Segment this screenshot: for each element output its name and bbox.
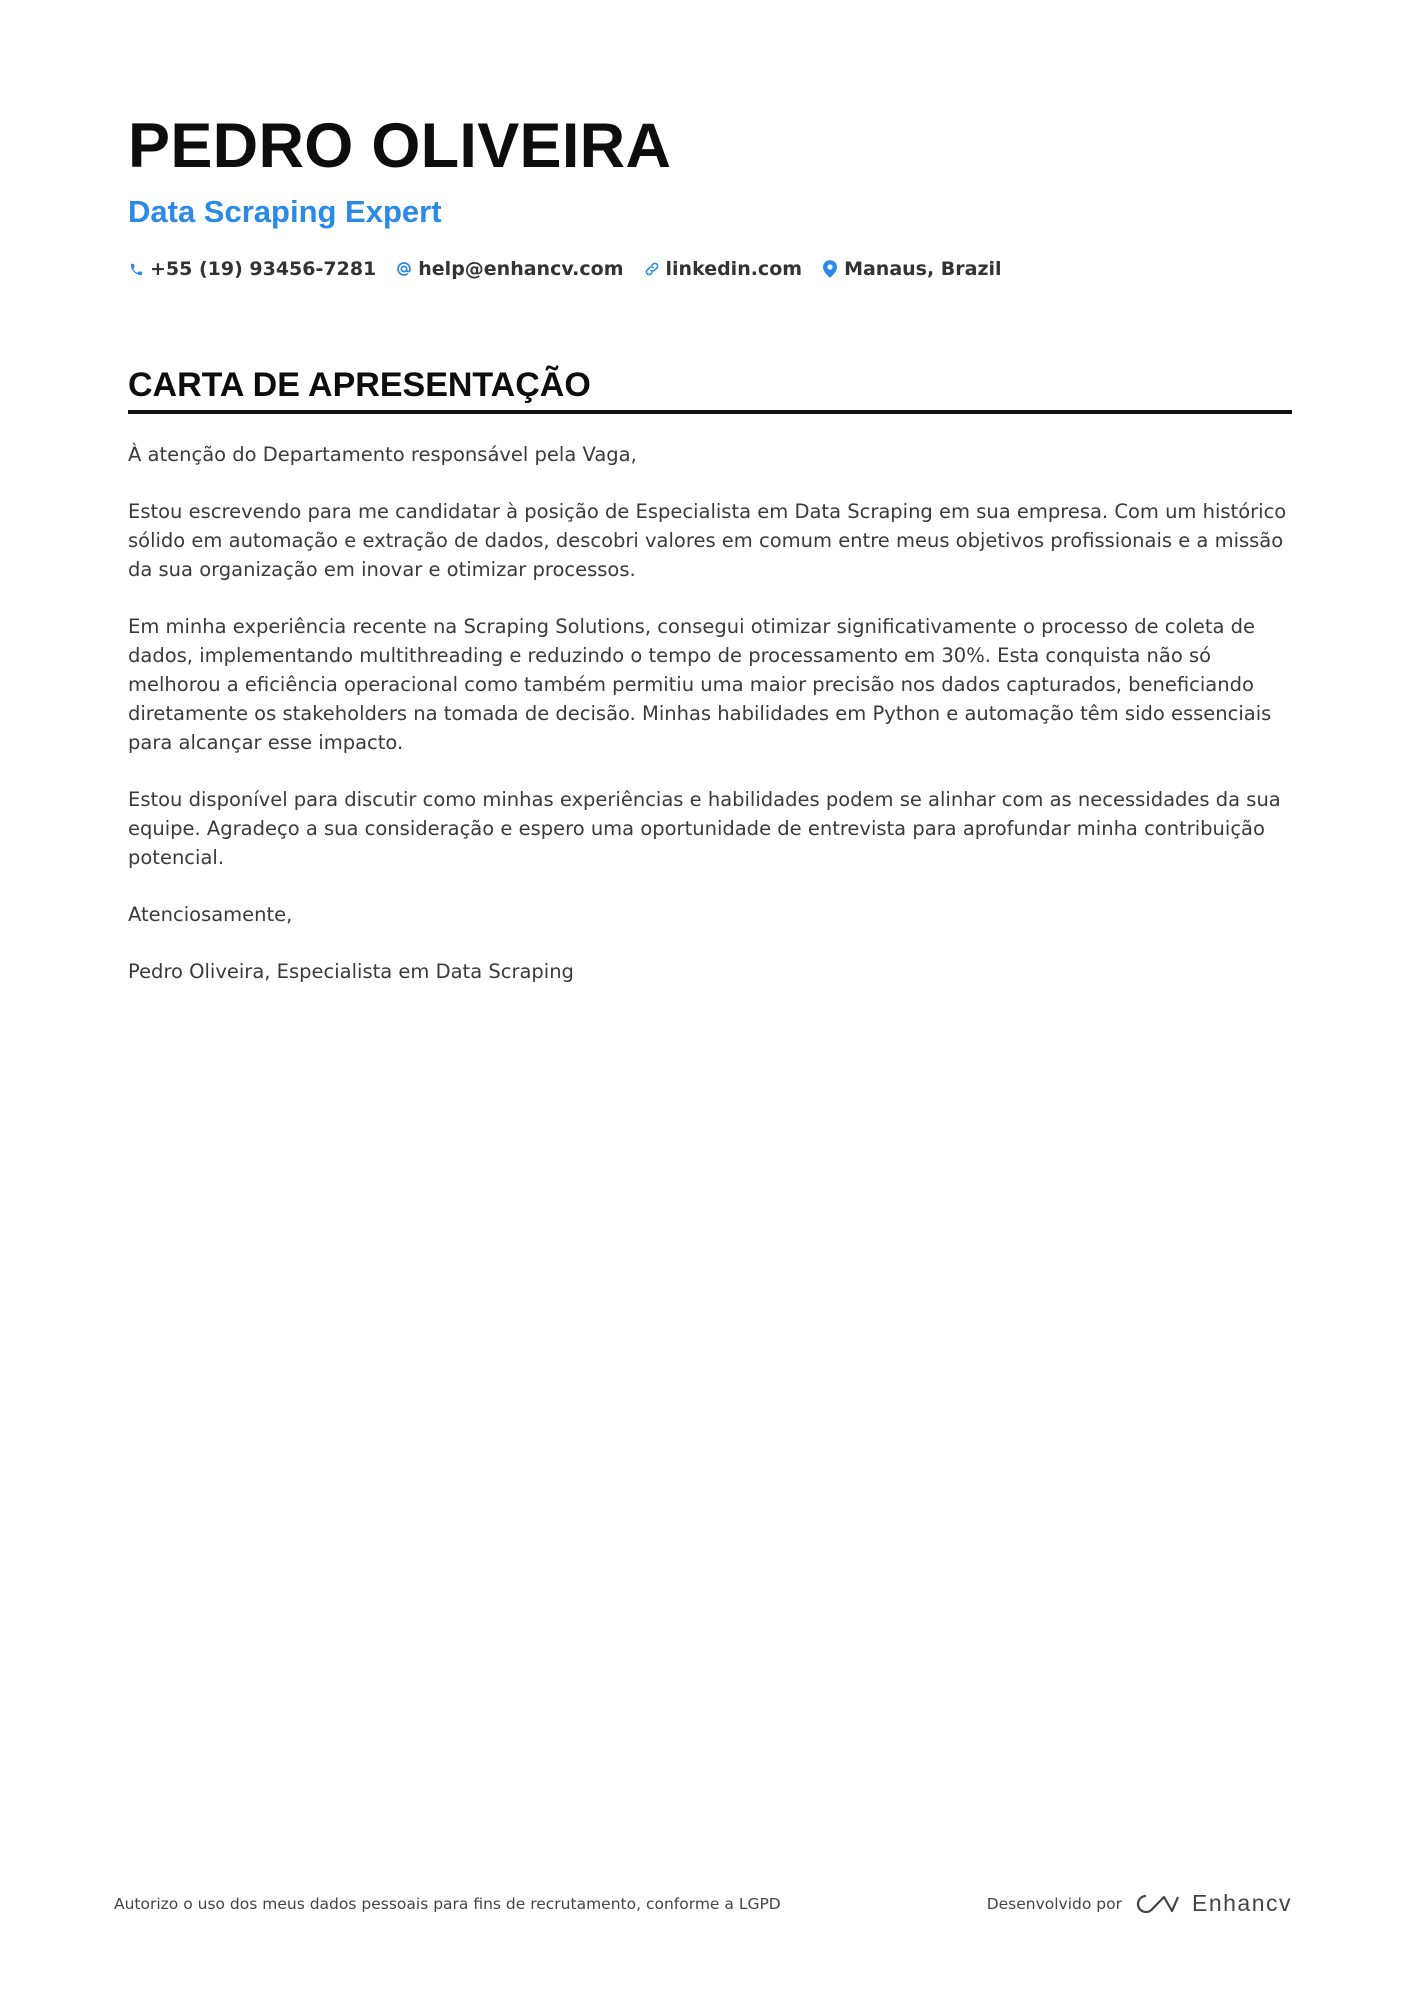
letter-closing: Atenciosamente, (128, 903, 293, 926)
enhancv-logo-icon (1134, 1892, 1180, 1916)
at-icon (396, 260, 412, 278)
contact-info (128, 254, 1292, 284)
link-icon (644, 260, 660, 278)
phone-number: +55 (19) 93456-7281 (150, 258, 377, 280)
location-pin-icon (822, 260, 838, 278)
consent-note: Autorizo o uso dos meus dados pessoais para fins de recrutamento, conforme a LGPD (114, 1894, 781, 1913)
powered-by[interactable] (987, 1890, 1292, 1917)
email-address: help@enhancv.com (418, 258, 624, 280)
linkedin-link: linkedin.com (665, 258, 803, 280)
contact-linkedin[interactable] (644, 258, 803, 280)
contact-location (822, 258, 1002, 280)
letter-paragraph: Estou disponível para discutir como minhas experiências e habilidades podem se alinhar com as necessidades da sua equipe. Agradeço a sua consideração e espero uma oportunidade de entrevista para aprofundar minha contribuição potencial. (128, 788, 1281, 869)
footer (114, 1890, 1292, 1917)
phone-icon (128, 260, 144, 278)
letter-salutation: À atenção do Departamento responsável pela Vaga, (128, 443, 637, 466)
candidate-name: PEDRO OLIVEIRA (128, 111, 672, 181)
section-title: CARTA DE APRESENTAÇÃO (128, 366, 591, 404)
powered-by-label: Desenvolvido por (986, 1894, 1122, 1913)
letter-signature: Pedro Oliveira, Especialista em Data Scraping (128, 960, 574, 983)
location-text: Manaus, Brazil (844, 258, 1002, 280)
section-divider (128, 410, 1292, 414)
letter-paragraph: Em minha experiência recente na Scraping Solutions, consegui otimizar significativamente o processo de coleta de dados, implementando multithreading e reduzindo o tempo de processamento em 30%. Esta conquista não só melhorou a eficiência operacional como também permitiu uma maior precisão nos dados capturados, beneficiando diretamente os stakeholders na tomada de decisão. Minhas habilidades em Python e automação têm sido essenciais para alcançar esse impacto. (128, 615, 1272, 754)
letter-paragraph: Estou escrevendo para me candidatar à posição de Especialista em Data Scraping em sua empresa. Com um histórico sólido em automação e extração de dados, descobri valores em comum entre meus objetivos profissionais e a missão da sua organização em inovar e otimizar processos. (128, 500, 1287, 581)
contact-email[interactable] (396, 258, 623, 280)
cover-letter-page (128, 108, 1292, 1014)
contact-phone[interactable] (128, 258, 376, 280)
candidate-title: Data Scraping Expert (128, 194, 442, 229)
letter-body (128, 440, 1292, 986)
enhancv-brand: Enhancv (1191, 1890, 1292, 1916)
